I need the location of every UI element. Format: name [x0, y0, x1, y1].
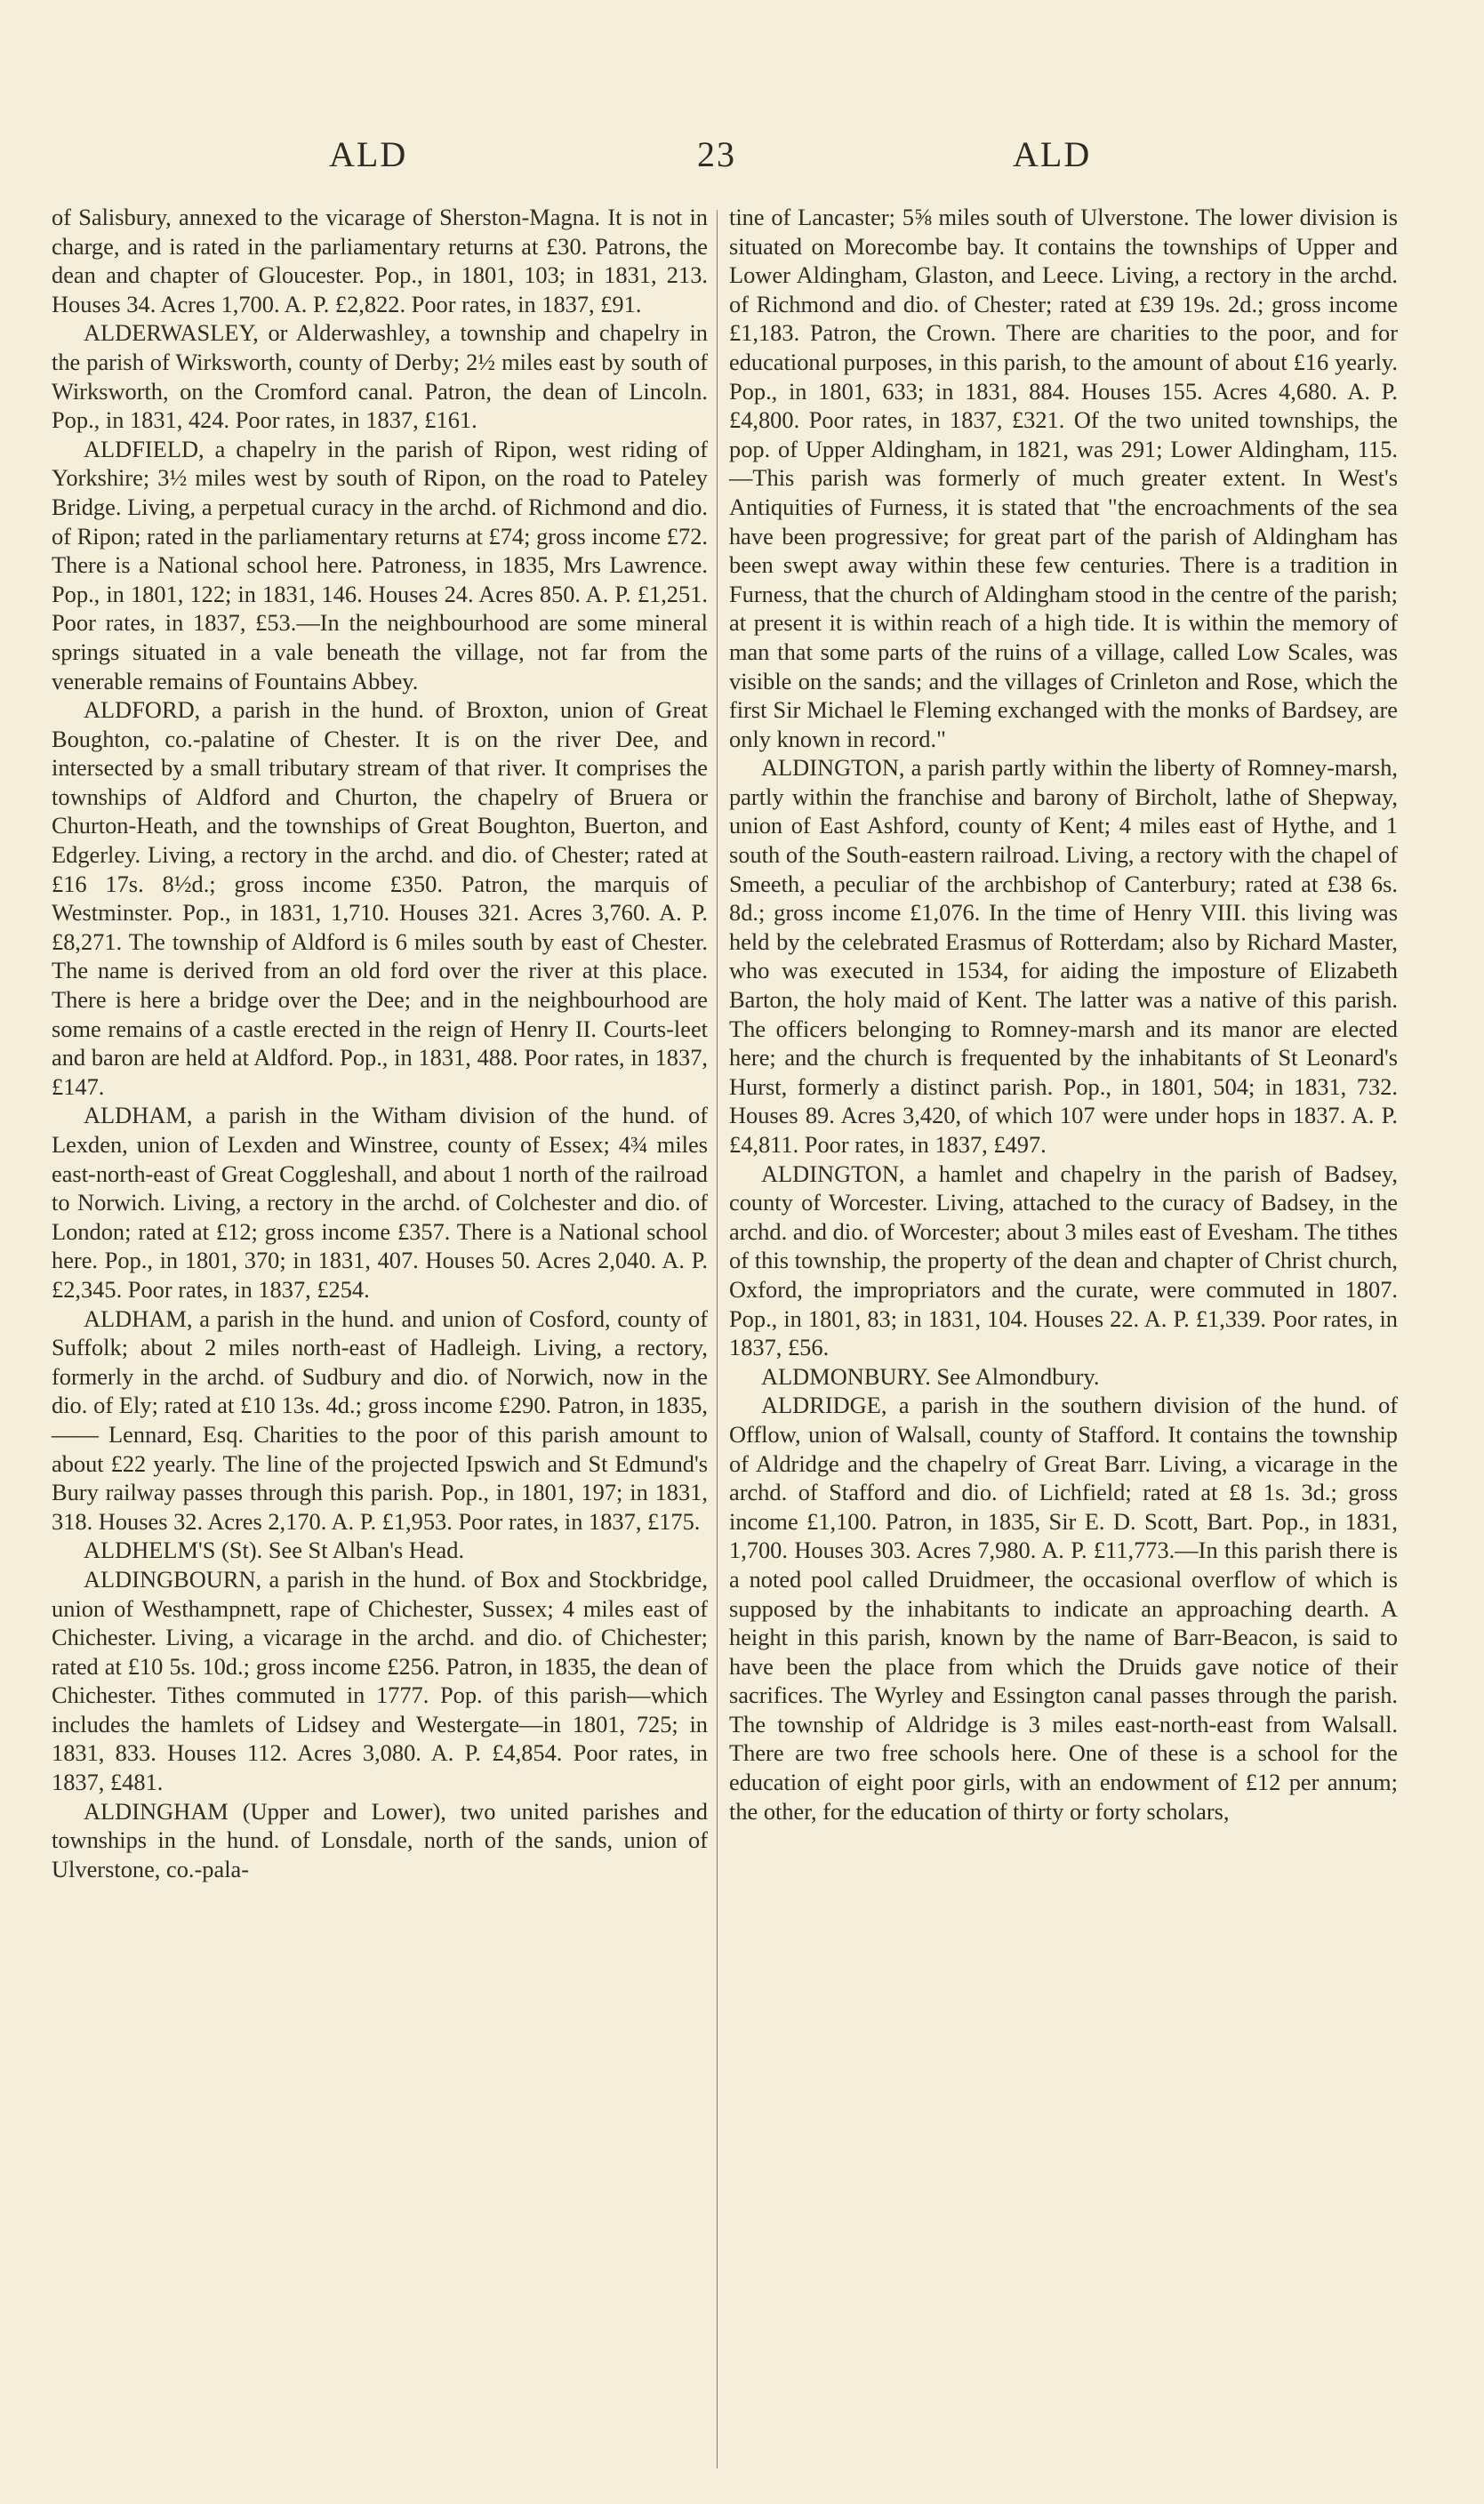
page-number: 23: [697, 134, 736, 174]
gazetteer-entry: ALDINGTON, a hamlet and chapelry in the parish of Badsey, county of Worcester. Living, attached to the curacy of Badsey, in the archd. and dio. of Worcester; about 3 miles east of Evesham. The tithes of this township, the property of the dean and chapter of Christ church, Oxford, the impropriators and the curate, were commuted in 1807. Pop., in 1801, 83; in 1831, 104. Houses 22. A. P. £1,339. Poor rates, in 1837, £56.: [729, 1160, 1398, 1361]
gazetteer-entry: ALDHAM, a parish in the Witham division of the hund. of Lexden, union of Lexden and Winstree, county of Essex; 4¾ miles east-north-east of Great Coggleshall, and about 1 north of the railroad to Norwich. Living, a rectory in the archd. of Colchester and dio. of London; rated at £12; gross income £357. There is a National school here. Pop., in 1801, 370; in 1831, 407. Houses 50. Acres 2,040. A. P. £2,345. Poor rates, in 1837, £254.: [52, 1102, 708, 1303]
header-left-keyword: ALD: [329, 134, 408, 174]
gazetteer-entry: of Salisbury, annexed to the vicarage of Sherston-Magna. It is not in charge, and is rated in the parliamentary returns at £30. Patrons, the dean and chapter of Gloucester. Pop., in 1801, 103; in 1831, 213. Houses 34. Acres 1,700. A. P. £2,822. Poor rates, in 1837, £91.: [52, 204, 708, 317]
gazetteer-entry: ALDFORD, a parish in the hund. of Broxton, union of Great Boughton, co.-palatine of Chester. It is on the river Dee, and intersected by a small tributary stream of that river. It comprises the townships of Aldford and Churton, the chapelry of Bruera or Churton-Heath, and the townships of Great Boughton, Buerton, and Edgerley. Living, a rectory in the archd. and dio. of Chester; rated at £16 17s. 8½d.; gross income £350. Patron, the marquis of Westminster. Pop., in 1831, 1,710. Houses 321. Acres 3,760. A. P. £8,271. The township of Aldford is 6 miles south by east of Chester. The name is derived from an old ford over the river at this place. There is here a bridge over the Dee; and in the neighbourhood are some remains of a castle erected in the reign of Henry II. Courts-leet and baron are held at Aldford. Pop., in 1831, 488. Poor rates, in 1837, £147.: [52, 696, 708, 1100]
gazetteer-entry: ALDINGTON, a parish partly within the liberty of Romney-marsh, partly within the franchise and barony of Bircholt, lathe of Shepway, union of East Ashford, county of Kent; 4 miles east of Hythe, and 1 south of the South-eastern railroad. Living, a rectory with the chapel of Smeeth, a peculiar of the archbishop of Canterbury; rated at £38 6s. 8d.; gross income £1,076. In the time of Henry VIII. this living was held by the celebrated Erasmus of Rotterdam; also by Richard Master, who was executed in 1534, for aiding the imposture of Elizabeth Barton, the holy maid of Kent. The latter was a native of this parish. The officers belonging to Romney-marsh and its manor are elected here; and the church is frequented by the inhabitants of St Leonard's Hurst, formerly a distinct parish. Pop., in 1801, 504; in 1831, 732. Houses 89. Acres 3,420, of which 107 were under hops in 1837. A. P. £4,811. Poor rates, in 1837, £497.: [729, 754, 1398, 1158]
column-divider: [717, 210, 718, 2468]
gazetteer-entry: ALDFIELD, a chapelry in the parish of Ripon, west riding of Yorkshire; 3½ miles west by south of Ripon, on the road to Pateley Bridge. Living, a perpetual curacy in the archd. of Richmond and dio. of Ripon; rated in the parliamentary returns at £74; gross income £72. There is a National school here. Patroness, in 1835, Mrs Lawrence. Pop., in 1801, 122; in 1831, 146. Houses 24. Acres 850. A. P. £1,251. Poor rates, in 1837, £53.—In the neighbourhood are some mineral springs situated in a vale beneath the village, not far from the venerable remains of Fountains Abbey.: [52, 435, 708, 694]
left-column: [52, 203, 708, 1883]
gazetteer-entry: ALDINGHAM (Upper and Lower), two united parishes and townships in the hund. of Lonsdale, north of the sands, union of Ulverstone, co.-pala-: [52, 1797, 708, 1882]
gazetteer-entry: ALDHELM'S (St). See St Alban's Head.: [84, 1537, 465, 1564]
running-header: [0, 133, 1484, 187]
right-column: [729, 203, 1398, 1826]
gazetteer-entry: ALDMONBURY. See Almondbury.: [761, 1362, 1100, 1390]
gazetteer-entry: ALDRIDGE, a parish in the southern division of the hund. of Offlow, union of Walsall, county of Stafford. It contains the township of Aldridge and the chapelry of Great Barr. Living, a vicarage in the archd. of Stafford and dio. of Lichfield; rated at £8 1s. 3d.; gross income £1,100. Patron, in 1835, Sir E. D. Scott, Bart. Pop., in 1831, 1,700. Houses 303. Acres 7,980. A. P. £11,773.—In this parish there is a noted pool called Druidmeer, the occasional overflow of which is supposed by the inhabitants to indicate an approaching dearth. A height in this parish, known by the name of Barr-Beacon, is said to have been the place from which the Druids gave notice of their sacrifices. The Wyrley and Essington canal passes through the parish. The township of Aldridge is 3 miles east-north-east from Walsall. There are two free schools here. One of these is a school for the education of eight poor girls, with an endowment of £12 per annum; the other, for the education of thirty or forty scholars,: [729, 1392, 1398, 1825]
header-right-keyword: ALD: [1013, 134, 1092, 174]
gazetteer-entry: ALDHAM, a parish in the hund. and union of Cosford, county of Suffolk; about 2 miles north-east of Hadleigh. Living, a rectory, formerly in the archd. of Sudbury and dio. of Norwich, now in the dio. of Ely; rated at £10 13s. 4d.; gross income £290. Patron, in 1835, —— Lennard, Esq. Charities to the poor of this parish amount to about £22 yearly. The line of the projected Ipswich and St Edmund's Bury railway passes through this parish. Pop., in 1801, 197; in 1831, 318. Houses 32. Acres 2,170. A. P. £1,953. Poor rates, in 1837, £175.: [52, 1304, 708, 1535]
gazetteer-entry: ALDERWASLEY, or Alderwashley, a township and chapelry in the parish of Wirksworth, county of Derby; 2½ miles east by south of Wirksworth, on the Cromford canal. Patron, the dean of Lincoln. Pop., in 1831, 424. Poor rates, in 1837, £161.: [52, 319, 708, 434]
gazetteer-entry: tine of Lancaster; 5⅝ miles south of Ulverstone. The lower division is situated on Morecombe bay. It contains the townships of Upper and Lower Aldingham, Glaston, and Leece. Living, a rectory in the archd. of Richmond and dio. of Chester; rated at £39 19s. 2d.; gross income £1,183. Patron, the Crown. There are charities to the poor, and for educational purposes, in this parish, to the amount of about £16 yearly. Pop., in 1801, 633; in 1831, 884. Houses 155. Acres 4,680. A. P. £4,800. Poor rates, in 1837, £321. Of the two united townships, the pop. of Upper Aldingham, in 1821, was 291; Lower Aldingham, 115.—This parish was formerly of much greater extent. In West's Antiquities of Furness, it is stated that "the encroachments of the sea have been progressive; for great part of the parish of Aldingham has been swept away within these few centuries. There is a tradition in Furness, that the church of Aldingham stood in the centre of the parish; at present it is within reach of a high tide. It is within the memory of man that some parts of the ruins of a village, called Low Scales, was visible on the sands; and the villages of Crinleton and Rose, which the first Sir Michael le Fleming exchanged with the monks of Bardsey, are only known in record.": [729, 204, 1398, 752]
gazetteer-entry: ALDINGBOURN, a parish in the hund. of Box and Stockbridge, union of Westhampnett, rape of Chichester, Sussex; 4 miles east of Chichester. Living, a vicarage in the archd. and dio. of Chichester; rated at £10 5s. 10d.; gross income £256. Patron, in 1835, the dean of Chichester. Tithes commuted in 1777. Pop. of this parish—which includes the hamlets of Lidsey and Westergate—in 1801, 725; in 1831, 833. Houses 112. Acres 3,080. A. P. £4,854. Poor rates, in 1837, £481.: [52, 1565, 708, 1796]
